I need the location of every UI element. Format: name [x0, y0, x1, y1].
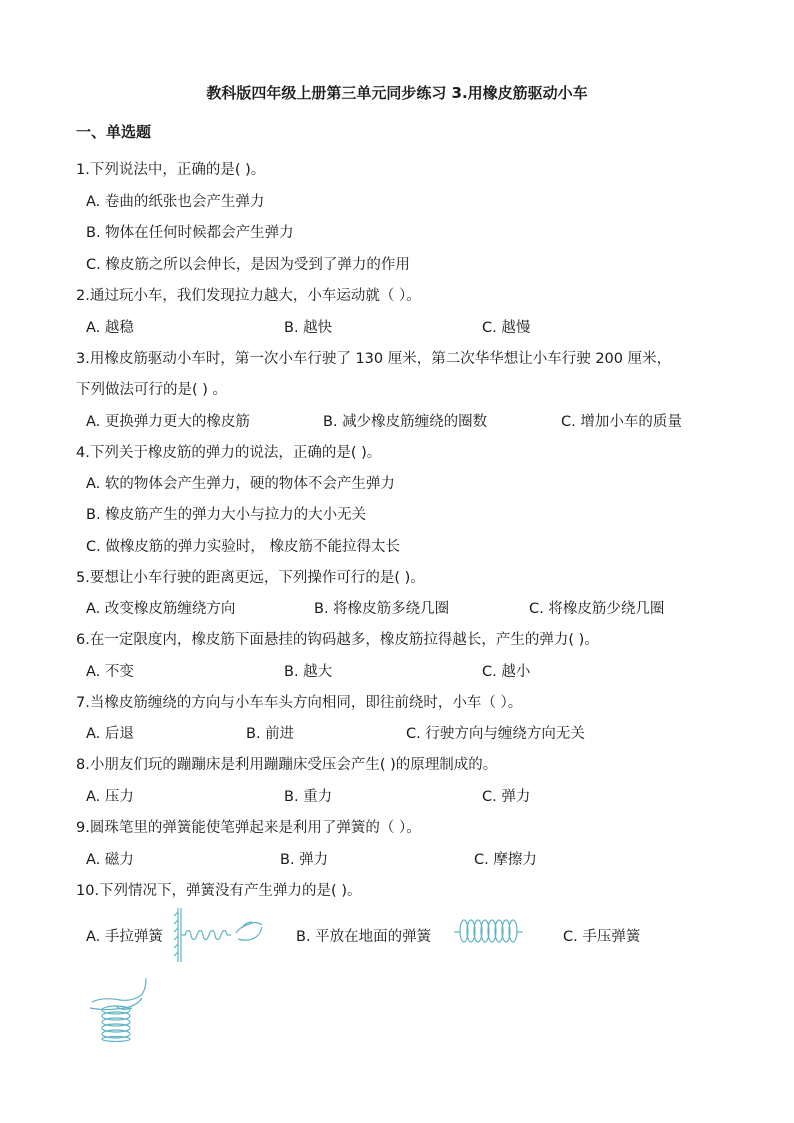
q2-option-a: A. 越稳	[86, 320, 134, 336]
question-9: 9.圆珠笔里的弹簧能使笔弹起来是利用了弹簧的（ ）。	[76, 820, 421, 836]
q6-option-a: A. 不变	[86, 664, 134, 680]
question-2: 2.通过玩小车，我们发现拉力越大，小车运动就（ ）。	[76, 288, 421, 304]
hand-pressing-spring-figure	[86, 976, 156, 1042]
question-8: 8.小朋友们玩的蹦蹦床是利用蹦蹦床受压会产生( )的原理制成的。	[76, 757, 498, 773]
q6-option-c: C. 越小	[482, 664, 531, 680]
section-heading: 一、单选题	[76, 123, 152, 141]
q4-option-b: B. 橡皮筋产生的弹力大小与拉力的大小无关	[86, 507, 367, 523]
q3-option-b: B. 减少橡皮筋缠绕的圈数	[323, 414, 488, 430]
question-4: 4.下列关于橡皮筋的弹力的说法，正确的是( )。	[76, 445, 382, 461]
question-3-line-2: 下列做法可行的是( ) 。	[76, 382, 228, 398]
q10-option-a: A. 手拉弹簧	[86, 929, 163, 945]
q8-option-b: B. 重力	[284, 789, 333, 805]
question-3: 3.用橡皮筋驱动小车时，第一次小车行驶了 130 厘米，第二次华华想让小车行驶 200 厘米，	[76, 351, 672, 367]
q10-option-c: C. 手压弹簧	[563, 929, 641, 945]
q5-option-a: A. 改变橡皮筋缠绕方向	[86, 601, 236, 617]
q5-option-b: B. 将橡皮筋多绕几圈	[314, 601, 450, 617]
q2-option-b: B. 越快	[284, 320, 333, 336]
q7-option-b: B. 前进	[246, 726, 295, 742]
q1-option-c: C. 橡皮筋之所以会伸长，是因为受到了弹力的作用	[86, 257, 410, 273]
q10-option-b: B. 平放在地面的弹簧	[296, 929, 432, 945]
q6-option-b: B. 越大	[284, 664, 333, 680]
flat-spring-figure	[452, 916, 524, 946]
q4-option-a: A. 软的物体会产生弹力，硬的物体不会产生弹力	[86, 476, 395, 492]
q9-option-c: C. 摩擦力	[474, 852, 537, 868]
q9-option-b: B. 弹力	[280, 852, 329, 868]
q5-option-c: C. 将橡皮筋少绕几圈	[529, 601, 665, 617]
q2-option-c: C. 越慢	[482, 320, 531, 336]
question-1: 1.下列说法中，正确的是( )。	[76, 162, 266, 178]
q1-option-b: B. 物体在任何时候都会产生弹力	[86, 225, 294, 241]
q1-option-a: A. 卷曲的纸张也会产生弹力	[86, 194, 265, 210]
q7-option-a: A. 后退	[86, 726, 134, 742]
q8-option-a: A. 压力	[86, 789, 134, 805]
q9-option-a: A. 磁力	[86, 852, 134, 868]
q3-option-c: C. 增加小车的质量	[561, 414, 682, 430]
document-title: 教科版四年级上册第三单元同步练习 3.用橡皮筋驱动小车	[206, 84, 588, 102]
question-6: 6.在一定限度内，橡皮筋下面悬挂的钩码越多，橡皮筋拉得越长，产生的弹力( )。	[76, 632, 599, 648]
question-5: 5.要想让小车行驶的距离更远，下列操作可行的是( )。	[76, 570, 425, 586]
q7-option-c: C. 行驶方向与缠绕方向无关	[406, 726, 585, 742]
q3-option-a: A. 更换弹力更大的橡皮筋	[86, 414, 250, 430]
q4-option-c: C. 做橡皮筋的弹力实验时， 橡皮筋不能拉得太长	[86, 539, 400, 555]
hand-pulling-spring-figure	[172, 906, 264, 964]
question-10: 10.下列情况下，弹簧没有产生弹力的是( )。	[76, 883, 362, 899]
question-7: 7.当橡皮筋缠绕的方向与小车车头方向相同，即往前绕时，小车（ ）。	[76, 695, 523, 711]
q8-option-c: C. 弹力	[482, 789, 531, 805]
